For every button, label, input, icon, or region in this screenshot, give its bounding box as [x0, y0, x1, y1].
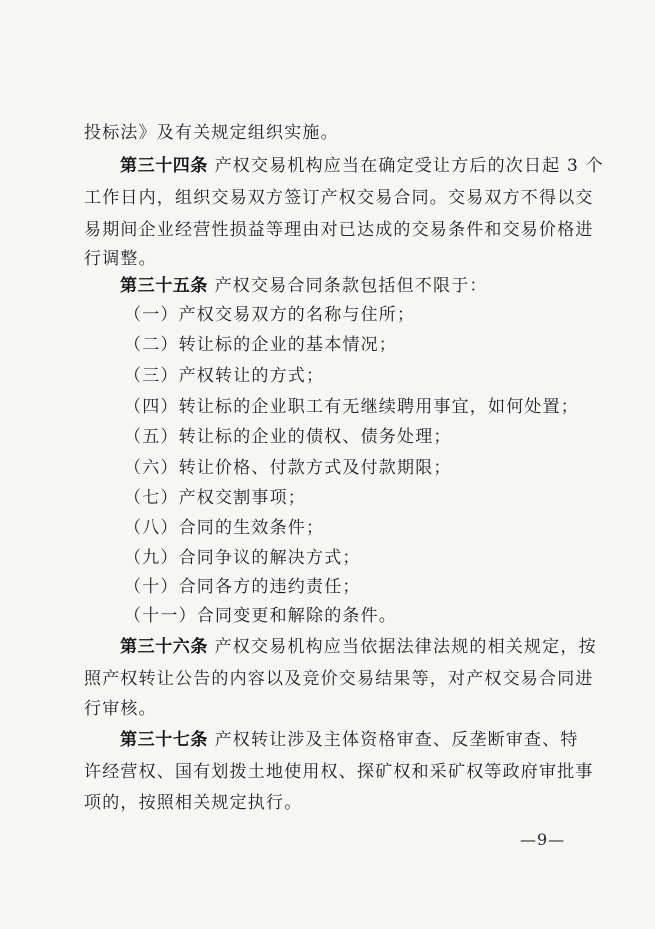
- paragraph-line: 易期间企业经营性损益等理由对已达成的交易条件和交易价格进: [84, 220, 594, 240]
- list-item: （一）产权交易双方的名称与住所；: [124, 305, 416, 325]
- list-item: （十）合同各方的违约责任；: [124, 577, 361, 597]
- list-item: （七）产权交割事项；: [124, 488, 306, 508]
- list-item: （九）合同争议的解决方式；: [124, 548, 361, 568]
- list-item: （四）转让标的企业职工有无继续聘用事宜，如何处置；: [124, 397, 579, 417]
- paragraph-line: 项的，按照相关规定执行。: [84, 793, 303, 813]
- paragraph-line: 投标法》及有关规定组织实施。: [84, 123, 339, 143]
- article-text: 产权交易合同条款包括但不限于：: [208, 276, 488, 296]
- paragraph-line: 工作日内，组织交易双方签订产权交易合同。交易双方不得以交: [84, 188, 594, 208]
- article-heading: 第三十七条: [120, 730, 208, 750]
- list-item: （六）转让价格、付款方式及付款期限；: [124, 458, 452, 478]
- article-text: 产权交易机构应当在确定受让方后的次日起 3 个: [208, 156, 604, 176]
- list-item: （五）转让标的企业的债权、债务处理；: [124, 427, 452, 447]
- article-text: 产权交易机构应当依据法律法规的相关规定，按: [208, 637, 597, 657]
- article-37-first-line: [120, 725, 579, 750]
- article-36-first-line: [120, 632, 597, 657]
- list-item: （十一）合同变更和解除的条件。: [124, 606, 397, 626]
- list-item: （二）转让标的企业的基本情况；: [124, 335, 397, 355]
- article-text: 产权转让涉及主体资格审查、反垄断审查、特: [208, 730, 579, 750]
- article-heading: 第三十五条: [120, 276, 208, 296]
- paragraph-line: 行调整。: [84, 249, 157, 269]
- article-35-first-line: [120, 271, 488, 296]
- page-number: —9—: [520, 830, 566, 849]
- paragraph-line: 行审核。: [84, 699, 157, 719]
- paragraph-line: 照产权转让公告的内容以及竞价交易结果等，对产权交易合同进: [84, 669, 594, 689]
- paragraph-line: 许经营权、国有划拨土地使用权、探矿权和采矿权等政府审批事: [84, 762, 594, 782]
- article-heading: 第三十四条: [120, 156, 208, 176]
- list-item: （八）合同的生效条件；: [124, 518, 325, 538]
- article-34-first-line: [120, 151, 604, 176]
- article-heading: 第三十六条: [120, 637, 208, 657]
- list-item: （三）产权转让的方式；: [124, 366, 325, 386]
